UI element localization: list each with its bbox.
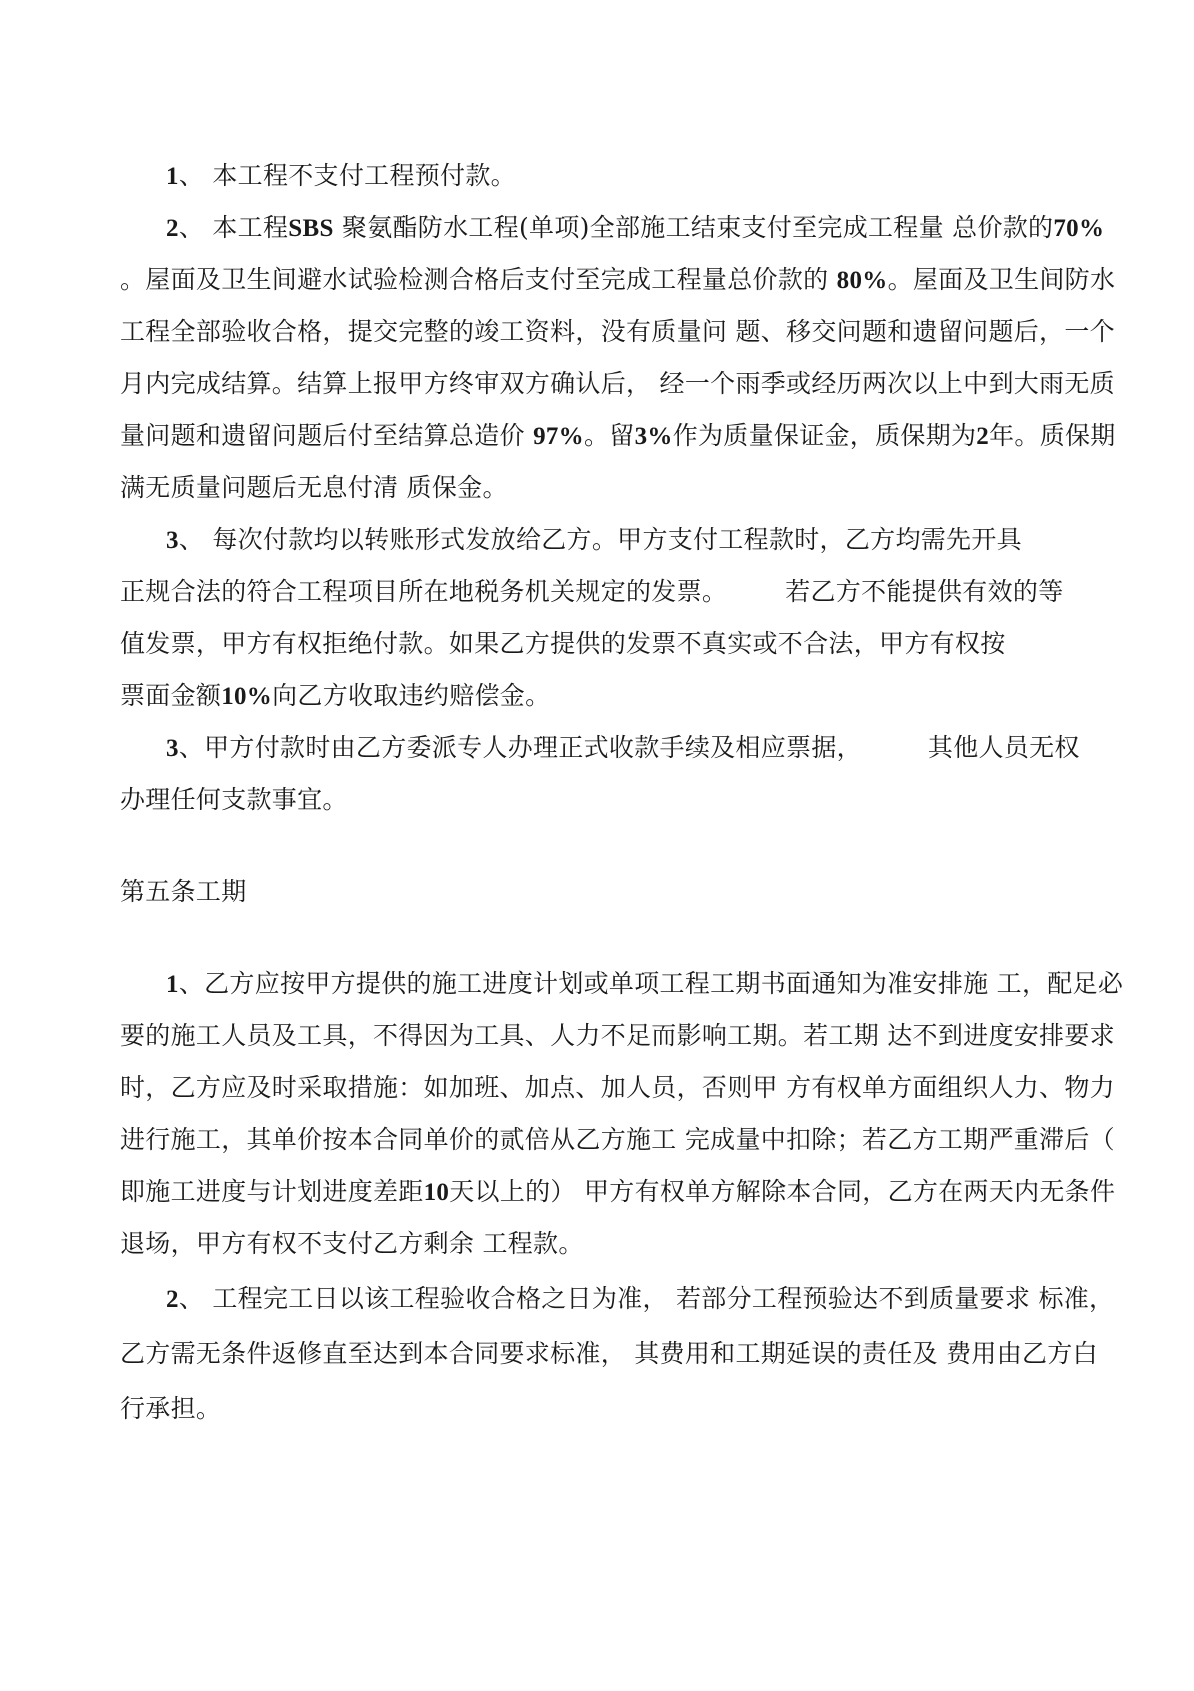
- payment-item-3-line-3: 值发票，甲方有权拒绝付款。如果乙方提供的发票不真实或不合法，甲方有权按: [120, 629, 1006, 658]
- payment-item-2-line-2: [120, 264, 1115, 297]
- payment-item-4-line-1: [166, 732, 1080, 765]
- bold-percent: 10%: [221, 683, 273, 710]
- payment-item-2-line-5: [120, 420, 1116, 453]
- payment-item-2-line-6: 满无质量问题后无息付清 质保金。: [120, 473, 508, 502]
- item-number: 3: [166, 527, 179, 554]
- paragraph-text: 年。质保期: [989, 421, 1116, 450]
- schedule-item-1-line-1: [166, 968, 1123, 1001]
- paragraph-text: 其他人员无权: [927, 733, 1080, 762]
- item-number: 2: [166, 1286, 179, 1313]
- payment-item-2-line-4: 月内完成结算。结算上报甲方终审双方确认后， 经一个雨季或经历两次以上中到大雨无质: [120, 369, 1115, 398]
- bold-percent: 70%: [1053, 215, 1105, 242]
- bold-number: 2: [976, 423, 990, 450]
- payment-item-4-line-2: 办理任何支款事宜。: [120, 785, 348, 814]
- bold-number: 10: [423, 1179, 450, 1206]
- paragraph-text: 向乙方收取违约赔偿金。: [272, 681, 551, 710]
- bold-percent: 3%: [634, 423, 673, 450]
- schedule-item-1-line-4: 进行施工，其单价按本合同单价的贰倍从乙方施工 完成量中扣除；若乙方工期严重滞后（: [120, 1125, 1115, 1154]
- schedule-item-1-line-6: 退场，甲方有权不支付乙方剩余 工程款。: [120, 1229, 584, 1258]
- paragraph-text: 聚氨酯防水工程(单项)全部施工结束支付至完成工程量 总价款的: [333, 213, 1054, 242]
- paragraph-text: 、 工程完工日以该工程验收合格之日为准， 若部分工程预验达不到质量要求 标准，: [178, 1284, 1115, 1313]
- bold-term: SBS: [288, 215, 334, 242]
- schedule-item-1-line-3: 时，乙方应及时采取措施：如加班、加点、加人员，否则甲 方有权单方面组织人力、物力: [120, 1073, 1115, 1102]
- section-heading: 第五条工期: [120, 877, 247, 906]
- payment-item-1: [166, 160, 516, 193]
- paragraph-text: 、 本工程: [178, 213, 289, 242]
- schedule-item-2-line-3: 行承担。: [120, 1394, 222, 1423]
- paragraph-text: 天以上的） 甲方有权单方解除本合同，乙方在两天内无条件: [449, 1177, 1116, 1206]
- paragraph-text: 量问题和遗留问题后付至结算总造价: [120, 421, 534, 450]
- paragraph-text: 票面金额: [120, 681, 222, 710]
- bold-percent: 97%: [533, 423, 584, 450]
- paragraph-text: 作为质量保证金，质保期为: [672, 421, 977, 450]
- item-number: 1: [166, 163, 179, 190]
- schedule-item-1-line-2: 要的施工人员及工具，不得因为工具、人力不足而影响工期。若工期 达不到进度安排要求: [120, 1021, 1115, 1050]
- item-number: 1: [166, 971, 179, 998]
- payment-item-2-line-3: 工程全部验收合格，提交完整的竣工资料，没有质量问 题、移交问题和遗留问题后，一个: [120, 317, 1115, 346]
- payment-item-2-line-1: [166, 212, 1104, 245]
- schedule-item-2-line-2: 乙方需无条件返修直至达到本合同要求标准， 其费用和工期延误的责任及 费用由乙方白: [120, 1339, 1098, 1368]
- paragraph-text: 、 每次付款均以转账形式发放给乙方。甲方支付工程款时，乙方均需先开具: [178, 525, 1022, 554]
- item-number: 3: [166, 735, 179, 762]
- paragraph-text: 。屋面及卫生间防水: [887, 265, 1116, 294]
- paragraph-text: 、甲方付款时由乙方委派专人办理正式收款手续及相应票据，: [178, 733, 862, 762]
- paragraph-text: 若乙方不能提供有效的等: [785, 577, 1064, 606]
- schedule-item-1-line-5: [120, 1176, 1115, 1209]
- payment-item-3-line-4: [120, 680, 550, 713]
- payment-item-3-line-2: [120, 576, 1064, 608]
- paragraph-text: 。留: [583, 421, 635, 450]
- schedule-item-2-line-1: [166, 1283, 1114, 1316]
- payment-item-3-line-1: [166, 524, 1022, 557]
- paragraph-text: 、 本工程不支付工程预付款。: [178, 161, 516, 190]
- paragraph-text: 、乙方应按甲方提供的施工进度计划或单项工程工期书面通知为准安排施 工，配足必: [178, 969, 1124, 998]
- item-number: 2: [166, 215, 179, 242]
- paragraph-text: 即施工进度与计划进度差距: [120, 1177, 424, 1206]
- bold-percent: 80%: [836, 267, 888, 294]
- paragraph-text: 正规合法的符合工程项目所在地税务机关规定的发票。: [120, 577, 728, 606]
- paragraph-text: 。屋面及卫生间避水试验检测合格后支付至完成工程量总价款的: [120, 265, 837, 294]
